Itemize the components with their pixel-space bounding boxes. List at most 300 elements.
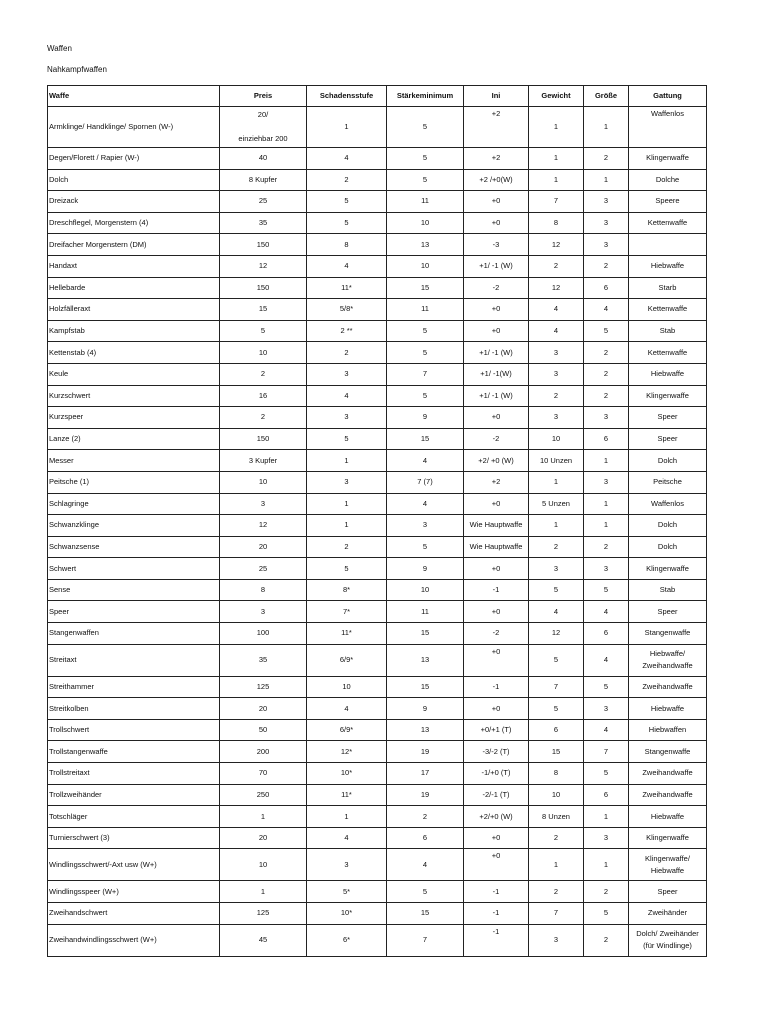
cell-preis: 25 (220, 191, 307, 213)
cell-preis: 25 (220, 558, 307, 580)
table-row (48, 924, 707, 956)
cell-ini: +1/ -1 (W) (464, 342, 529, 364)
weapons-table (47, 85, 707, 957)
cell-gewicht: 5 (529, 579, 584, 601)
cell-gewicht: 5 Unzen (529, 493, 584, 515)
cell-gewicht: 15 (529, 741, 584, 763)
cell-schadensstufe: 3 (307, 407, 387, 429)
cell-staerkeminimum: 5 (387, 385, 464, 407)
cell-gewicht: 7 (529, 191, 584, 213)
cell-groesse: 7 (584, 741, 629, 763)
cell-groesse: 1 (584, 806, 629, 828)
cell-gewicht: 1 (529, 169, 584, 191)
cell-waffe: Kampfstab (48, 320, 220, 342)
cell-ini: -1 (464, 676, 529, 698)
cell-schadensstufe: 1 (307, 107, 387, 148)
header-staerkeminimum: Stärkeminimum (387, 86, 464, 107)
header-gattung: Gattung (629, 86, 707, 107)
cell-staerkeminimum: 15 (387, 903, 464, 925)
cell-groesse: 3 (584, 191, 629, 213)
cell-gewicht: 12 (529, 277, 584, 299)
cell-preis: 45 (220, 924, 307, 956)
cell-preis: 125 (220, 676, 307, 698)
cell-groesse: 3 (584, 827, 629, 849)
cell-gewicht: 3 (529, 558, 584, 580)
table-row (48, 277, 707, 299)
cell-waffe: Handaxt (48, 255, 220, 277)
cell-ini: +0 (464, 827, 529, 849)
cell-schadensstufe: 10* (307, 763, 387, 785)
table-row (48, 827, 707, 849)
cell-gattung: Waffenlos (629, 493, 707, 515)
table-row (48, 623, 707, 645)
cell-preis: 200 (220, 741, 307, 763)
cell-groesse: 2 (584, 342, 629, 364)
cell-schadensstufe: 5 (307, 212, 387, 234)
cell-schadensstufe: 1 (307, 450, 387, 472)
table-body (48, 107, 707, 957)
cell-groesse: 2 (584, 924, 629, 956)
cell-groesse: 4 (584, 299, 629, 321)
cell-waffe: Kurzspeer (48, 407, 220, 429)
cell-preis: 250 (220, 784, 307, 806)
cell-preis: 12 (220, 515, 307, 537)
table-row (48, 493, 707, 515)
cell-staerkeminimum: 7 (387, 924, 464, 956)
cell-waffe: Schwert (48, 558, 220, 580)
cell-staerkeminimum: 7 (387, 363, 464, 385)
cell-ini: +0 (464, 320, 529, 342)
cell-staerkeminimum: 5 (387, 107, 464, 148)
header-preis: Preis (220, 86, 307, 107)
table-header-row (48, 86, 707, 107)
cell-preis: 15 (220, 299, 307, 321)
cell-waffe: Trollzweihänder (48, 784, 220, 806)
cell-gewicht: 8 (529, 212, 584, 234)
cell-preis: 35 (220, 644, 307, 676)
cell-groesse: 2 (584, 363, 629, 385)
cell-gewicht: 12 (529, 623, 584, 645)
cell-waffe: Streitkolben (48, 698, 220, 720)
cell-staerkeminimum: 19 (387, 784, 464, 806)
cell-gattung: Peitsche (629, 471, 707, 493)
cell-waffe: Holzfälleraxt (48, 299, 220, 321)
cell-gattung: Waffenlos (629, 107, 707, 148)
cell-gattung: Zweihandwaffe (629, 784, 707, 806)
cell-waffe: Windlingsschwert/-Axt usw (W+) (48, 849, 220, 881)
cell-gattung: Kettenwaffe (629, 342, 707, 364)
cell-gattung: Stangenwaffe (629, 741, 707, 763)
cell-gattung: Hiebwaffe/ Zweihandwaffe (629, 644, 707, 676)
cell-schadensstufe: 6/9* (307, 644, 387, 676)
cell-schadensstufe: 5/8* (307, 299, 387, 321)
cell-gattung: Zweihandwaffe (629, 763, 707, 785)
cell-preis: 50 (220, 719, 307, 741)
cell-preis: 40 (220, 148, 307, 170)
cell-ini: -2 (464, 428, 529, 450)
cell-gewicht: 1 (529, 849, 584, 881)
cell-ini: -2/-1 (T) (464, 784, 529, 806)
cell-gattung: Kettenwaffe (629, 299, 707, 321)
table-row (48, 385, 707, 407)
cell-gattung (629, 234, 707, 256)
cell-staerkeminimum: 5 (387, 881, 464, 903)
cell-gattung: Kettenwaffe (629, 212, 707, 234)
table-row (48, 676, 707, 698)
cell-staerkeminimum: 11 (387, 191, 464, 213)
table-row (48, 601, 707, 623)
cell-gattung: Stab (629, 579, 707, 601)
cell-groesse: 2 (584, 881, 629, 903)
cell-gattung: Speer (629, 428, 707, 450)
cell-ini: -1 (464, 579, 529, 601)
cell-groesse: 5 (584, 579, 629, 601)
cell-ini: -1 (464, 881, 529, 903)
table-row (48, 299, 707, 321)
cell-staerkeminimum: 13 (387, 719, 464, 741)
cell-gewicht: 3 (529, 342, 584, 364)
cell-staerkeminimum: 5 (387, 320, 464, 342)
cell-gattung: Klingenwaffe (629, 148, 707, 170)
cell-waffe: Zweihandwindlingsschwert (W+) (48, 924, 220, 956)
cell-preis: 150 (220, 234, 307, 256)
cell-preis: 3 Kupfer (220, 450, 307, 472)
table-row (48, 579, 707, 601)
cell-preis: 3 (220, 601, 307, 623)
cell-groesse: 5 (584, 903, 629, 925)
cell-staerkeminimum: 5 (387, 148, 464, 170)
cell-gewicht: 1 (529, 107, 584, 148)
cell-schadensstufe: 1 (307, 493, 387, 515)
cell-ini: -2 (464, 623, 529, 645)
cell-gattung: Klingenwaffe (629, 385, 707, 407)
cell-groesse: 3 (584, 407, 629, 429)
cell-gewicht: 4 (529, 299, 584, 321)
header-gewicht: Gewicht (529, 86, 584, 107)
cell-staerkeminimum: 17 (387, 763, 464, 785)
cell-schadensstufe: 6* (307, 924, 387, 956)
cell-schadensstufe: 11* (307, 784, 387, 806)
cell-waffe: Dreschflegel, Morgenstern (4) (48, 212, 220, 234)
cell-groesse: 3 (584, 471, 629, 493)
cell-gewicht: 2 (529, 536, 584, 558)
cell-waffe: Dreifacher Morgenstern (DM) (48, 234, 220, 256)
cell-preis: 10 (220, 849, 307, 881)
cell-staerkeminimum: 7 (7) (387, 471, 464, 493)
cell-staerkeminimum: 4 (387, 849, 464, 881)
cell-schadensstufe: 8 (307, 234, 387, 256)
cell-groesse: 4 (584, 644, 629, 676)
cell-staerkeminimum: 4 (387, 493, 464, 515)
cell-ini: +0 (464, 644, 529, 676)
cell-ini: +1/ -1 (W) (464, 385, 529, 407)
cell-gewicht: 2 (529, 881, 584, 903)
cell-gewicht: 6 (529, 719, 584, 741)
cell-schadensstufe: 4 (307, 698, 387, 720)
cell-gewicht: 10 (529, 784, 584, 806)
cell-gattung: Klingenwaffe (629, 558, 707, 580)
cell-waffe: Streitaxt (48, 644, 220, 676)
cell-waffe: Lanze (2) (48, 428, 220, 450)
table-row (48, 536, 707, 558)
cell-gattung: Hiebwaffe (629, 806, 707, 828)
table-row (48, 255, 707, 277)
table-row (48, 881, 707, 903)
cell-preis: 3 (220, 493, 307, 515)
cell-groesse: 1 (584, 849, 629, 881)
table-row (48, 763, 707, 785)
cell-preis: 20 (220, 827, 307, 849)
table-row (48, 169, 707, 191)
cell-waffe: Dolch (48, 169, 220, 191)
cell-schadensstufe: 4 (307, 827, 387, 849)
cell-gewicht: 10 Unzen (529, 450, 584, 472)
cell-gewicht: 8 (529, 763, 584, 785)
cell-ini: +0 (464, 299, 529, 321)
cell-waffe: Degen/Florett / Rapier (W-) (48, 148, 220, 170)
cell-groesse: 5 (584, 676, 629, 698)
cell-schadensstufe: 12* (307, 741, 387, 763)
cell-ini: +2/+0 (W) (464, 806, 529, 828)
cell-groesse: 6 (584, 428, 629, 450)
table-row (48, 363, 707, 385)
cell-gattung: Dolche (629, 169, 707, 191)
cell-staerkeminimum: 15 (387, 623, 464, 645)
cell-gattung: Stab (629, 320, 707, 342)
cell-ini: +0/+1 (T) (464, 719, 529, 741)
cell-waffe: Peitsche (1) (48, 471, 220, 493)
cell-gewicht: 1 (529, 471, 584, 493)
cell-groesse: 4 (584, 601, 629, 623)
cell-groesse: 6 (584, 623, 629, 645)
cell-waffe: Speer (48, 601, 220, 623)
cell-groesse: 5 (584, 320, 629, 342)
cell-gattung: Klingenwaffe (629, 827, 707, 849)
cell-groesse: 3 (584, 234, 629, 256)
cell-ini: -2 (464, 277, 529, 299)
cell-ini: +0 (464, 601, 529, 623)
cell-groesse: 6 (584, 277, 629, 299)
cell-gewicht: 3 (529, 924, 584, 956)
cell-waffe: Trollstreitaxt (48, 763, 220, 785)
cell-ini: +0 (464, 212, 529, 234)
table-row (48, 784, 707, 806)
cell-schadensstufe: 3 (307, 849, 387, 881)
cell-schadensstufe: 5 (307, 558, 387, 580)
table-row (48, 806, 707, 828)
table-row (48, 212, 707, 234)
table-row (48, 342, 707, 364)
cell-preis: 2 (220, 363, 307, 385)
cell-schadensstufe: 10 (307, 676, 387, 698)
cell-waffe: Keule (48, 363, 220, 385)
cell-gewicht: 3 (529, 407, 584, 429)
cell-groesse: 5 (584, 763, 629, 785)
cell-gattung: Hiebwaffe (629, 698, 707, 720)
cell-ini: +0 (464, 493, 529, 515)
cell-ini: Wie Hauptwaffe (464, 515, 529, 537)
cell-gattung: Speer (629, 881, 707, 903)
cell-gewicht: 12 (529, 234, 584, 256)
cell-schadensstufe: 2 (307, 536, 387, 558)
cell-waffe: Windlingsspeer (W+) (48, 881, 220, 903)
cell-gattung: Dolch (629, 515, 707, 537)
cell-gattung: Klingenwaffe/ Hiebwaffe (629, 849, 707, 881)
cell-groesse: 2 (584, 255, 629, 277)
cell-preis: 70 (220, 763, 307, 785)
cell-gattung: Hiebwaffen (629, 719, 707, 741)
cell-staerkeminimum: 19 (387, 741, 464, 763)
cell-waffe: Zweihandschwert (48, 903, 220, 925)
cell-ini: -1 (464, 924, 529, 956)
cell-staerkeminimum: 9 (387, 407, 464, 429)
table-row (48, 428, 707, 450)
cell-staerkeminimum: 10 (387, 212, 464, 234)
cell-gewicht: 8 Unzen (529, 806, 584, 828)
cell-groesse: 3 (584, 212, 629, 234)
cell-gattung: Speer (629, 601, 707, 623)
cell-ini: +1/ -1(W) (464, 363, 529, 385)
cell-waffe: Trollschwert (48, 719, 220, 741)
cell-staerkeminimum: 15 (387, 676, 464, 698)
cell-preis: 150 (220, 428, 307, 450)
cell-staerkeminimum: 5 (387, 536, 464, 558)
cell-staerkeminimum: 11 (387, 299, 464, 321)
cell-schadensstufe: 2 ** (307, 320, 387, 342)
cell-groesse: 4 (584, 719, 629, 741)
cell-gattung: Speer (629, 407, 707, 429)
cell-ini: +2/ +0 (W) (464, 450, 529, 472)
cell-ini: +2 (464, 471, 529, 493)
table-row (48, 849, 707, 881)
cell-preis: 20 (220, 536, 307, 558)
cell-schadensstufe: 5 (307, 428, 387, 450)
cell-preis: 8 (220, 579, 307, 601)
cell-gattung: Stangenwaffe (629, 623, 707, 645)
cell-ini: +0 (464, 698, 529, 720)
table-row (48, 234, 707, 256)
cell-ini: -3 (464, 234, 529, 256)
cell-waffe: Turnierschwert (3) (48, 827, 220, 849)
cell-schadensstufe: 8* (307, 579, 387, 601)
cell-ini: +0 (464, 849, 529, 881)
header-groesse: Größe (584, 86, 629, 107)
cell-staerkeminimum: 6 (387, 827, 464, 849)
cell-schadensstufe: 11* (307, 277, 387, 299)
cell-gewicht: 7 (529, 903, 584, 925)
cell-gewicht: 1 (529, 148, 584, 170)
cell-ini: +2 /+0(W) (464, 169, 529, 191)
cell-groesse: 2 (584, 536, 629, 558)
cell-schadensstufe: 6/9* (307, 719, 387, 741)
cell-preis: 8 Kupfer (220, 169, 307, 191)
cell-waffe: Sense (48, 579, 220, 601)
cell-staerkeminimum: 4 (387, 450, 464, 472)
cell-groesse: 1 (584, 515, 629, 537)
table-row (48, 644, 707, 676)
document-title: Waffen (47, 44, 72, 53)
cell-staerkeminimum: 13 (387, 234, 464, 256)
table-row (48, 558, 707, 580)
cell-gewicht: 5 (529, 644, 584, 676)
cell-ini: -3/-2 (T) (464, 741, 529, 763)
table-row (48, 450, 707, 472)
table-row (48, 320, 707, 342)
cell-preis: 16 (220, 385, 307, 407)
header-schadensstufe: Schadensstufe (307, 86, 387, 107)
cell-staerkeminimum: 15 (387, 277, 464, 299)
cell-gewicht: 2 (529, 385, 584, 407)
cell-ini: -1 (464, 903, 529, 925)
cell-groesse: 1 (584, 450, 629, 472)
table-row (48, 719, 707, 741)
cell-gewicht: 2 (529, 255, 584, 277)
cell-gattung: Dolch/ Zweihänder (für Windlinge) (629, 924, 707, 956)
cell-groesse: 1 (584, 493, 629, 515)
cell-preis: 125 (220, 903, 307, 925)
cell-schadensstufe: 3 (307, 471, 387, 493)
cell-ini: +0 (464, 407, 529, 429)
cell-preis: 2 (220, 407, 307, 429)
table-row (48, 107, 707, 148)
cell-schadensstufe: 5* (307, 881, 387, 903)
cell-schadensstufe: 3 (307, 363, 387, 385)
cell-gewicht: 4 (529, 320, 584, 342)
cell-schadensstufe: 5 (307, 191, 387, 213)
cell-gattung: Hiebwaffe (629, 363, 707, 385)
cell-groesse: 3 (584, 558, 629, 580)
cell-waffe: Kurzschwert (48, 385, 220, 407)
cell-staerkeminimum: 9 (387, 698, 464, 720)
cell-gewicht: 2 (529, 827, 584, 849)
table-row (48, 148, 707, 170)
cell-gewicht: 5 (529, 698, 584, 720)
table-row (48, 741, 707, 763)
table-row (48, 698, 707, 720)
cell-preis: 12 (220, 255, 307, 277)
cell-ini: +0 (464, 558, 529, 580)
cell-gattung: Dolch (629, 450, 707, 472)
cell-schadensstufe: 4 (307, 148, 387, 170)
header-waffe: Waffe (48, 86, 220, 107)
cell-waffe: Hellebarde (48, 277, 220, 299)
cell-preis: 10 (220, 471, 307, 493)
cell-staerkeminimum: 10 (387, 579, 464, 601)
section-title: Nahkampfwaffen (47, 65, 107, 74)
cell-ini: -1/+0 (T) (464, 763, 529, 785)
cell-ini: +2 (464, 107, 529, 148)
table-row (48, 191, 707, 213)
cell-preis: 1 (220, 806, 307, 828)
cell-preis: 20/ einziehbar 200 (220, 107, 307, 148)
cell-waffe: Stangenwaffen (48, 623, 220, 645)
cell-schadensstufe: 4 (307, 255, 387, 277)
cell-schadensstufe: 11* (307, 623, 387, 645)
cell-preis: 5 (220, 320, 307, 342)
cell-gewicht: 10 (529, 428, 584, 450)
cell-schadensstufe: 2 (307, 342, 387, 364)
cell-schadensstufe: 1 (307, 515, 387, 537)
cell-groesse: 1 (584, 169, 629, 191)
cell-waffe: Schwanzsense (48, 536, 220, 558)
cell-staerkeminimum: 5 (387, 342, 464, 364)
cell-ini: +0 (464, 191, 529, 213)
cell-staerkeminimum: 13 (387, 644, 464, 676)
cell-gattung: Speere (629, 191, 707, 213)
table-row (48, 515, 707, 537)
cell-waffe: Kettenstab (4) (48, 342, 220, 364)
cell-waffe: Trollstangenwaffe (48, 741, 220, 763)
